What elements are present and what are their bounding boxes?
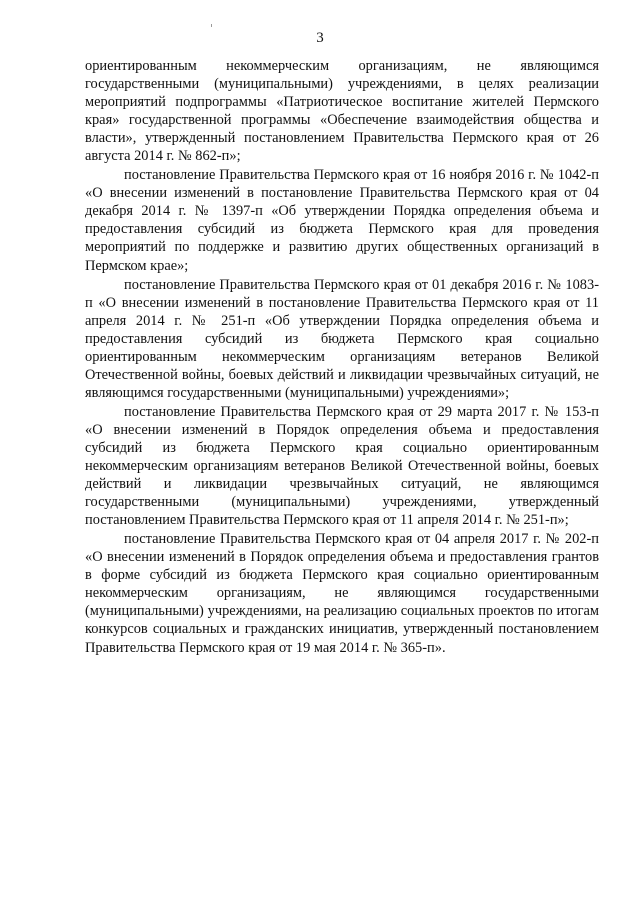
paragraph-continuation: ориентированным некоммерческим организациям, не являющимся государственными (муниципальными) учреждениями, в целях реализации мероприятий подпрограммы «Патриотическое воспитание жителей Пермского края» государственной программы «Обеспечение взаимодействия общества и власти», утвержденный постановлением Правительства Пермского края от 26 августа 2014 г. № 862-п»; [85, 58, 599, 165]
scan-mark [211, 24, 212, 27]
document-body [85, 57, 599, 657]
page-number: 3 [316, 30, 324, 46]
paragraph-resolution-1042: постановление Правительства Пермского края от 16 ноября 2016 г. № 1042-п «О внесении изменений в постановление Правительства Пермского края от 04 декабря 2014 г. № 1397-п «Об утверждении Порядка определения объема и предоставления субсидий из бюджета Пермского края для проведения мероприятий по поддержке и развитию других общественных организаций в Пермском крае»; [85, 167, 599, 274]
paragraph-resolution-1083: постановление Правительства Пермского края от 01 декабря 2016 г. № 1083-п «О внесении изменений в постановление Правительства Пермского края от 11 апреля 2014 г. № 251-п «Об утверждении Порядка определения объема и предоставления субсидий из бюджета Пермского края социально ориентированным некоммерческим организациям ветеранов Великой Отечественной войны, боевых действий и ликвидации чрезвычайных ситуаций, не являющимся государственными (муниципальными) учреждениями»; [85, 276, 599, 401]
paragraph-resolution-202: постановление Правительства Пермского края от 04 апреля 2017 г. № 202-п «О внесении изменений в Порядок определения объема и предоставления грантов в форме субсидий из бюджета Пермского края социально ориентированным некоммерческим организациям, не являющимся государственными (муниципальными) учреждениями, на реализацию социальных проектов по итогам конкурсов социальных и гражданских инициатив, утвержденный постановлением Правительства Пермского края от 19 мая 2014 г. № 365-п». [85, 531, 599, 656]
paragraph-resolution-153: постановление Правительства Пермского края от 29 марта 2017 г. № 153-п «О внесении изменений в Порядок определения объема и предоставления субсидий из бюджета Пермского края социально ориентированным некоммерческим организациям ветеранов Великой Отечественной войны, боевых действий и ликвидации чрезвычайных ситуаций, не являющимся государственными (муниципальными) учреждениями, утвержденный постановлением Правительства Пермского края от 11 апреля 2014 г. № 251-п»; [85, 403, 599, 529]
